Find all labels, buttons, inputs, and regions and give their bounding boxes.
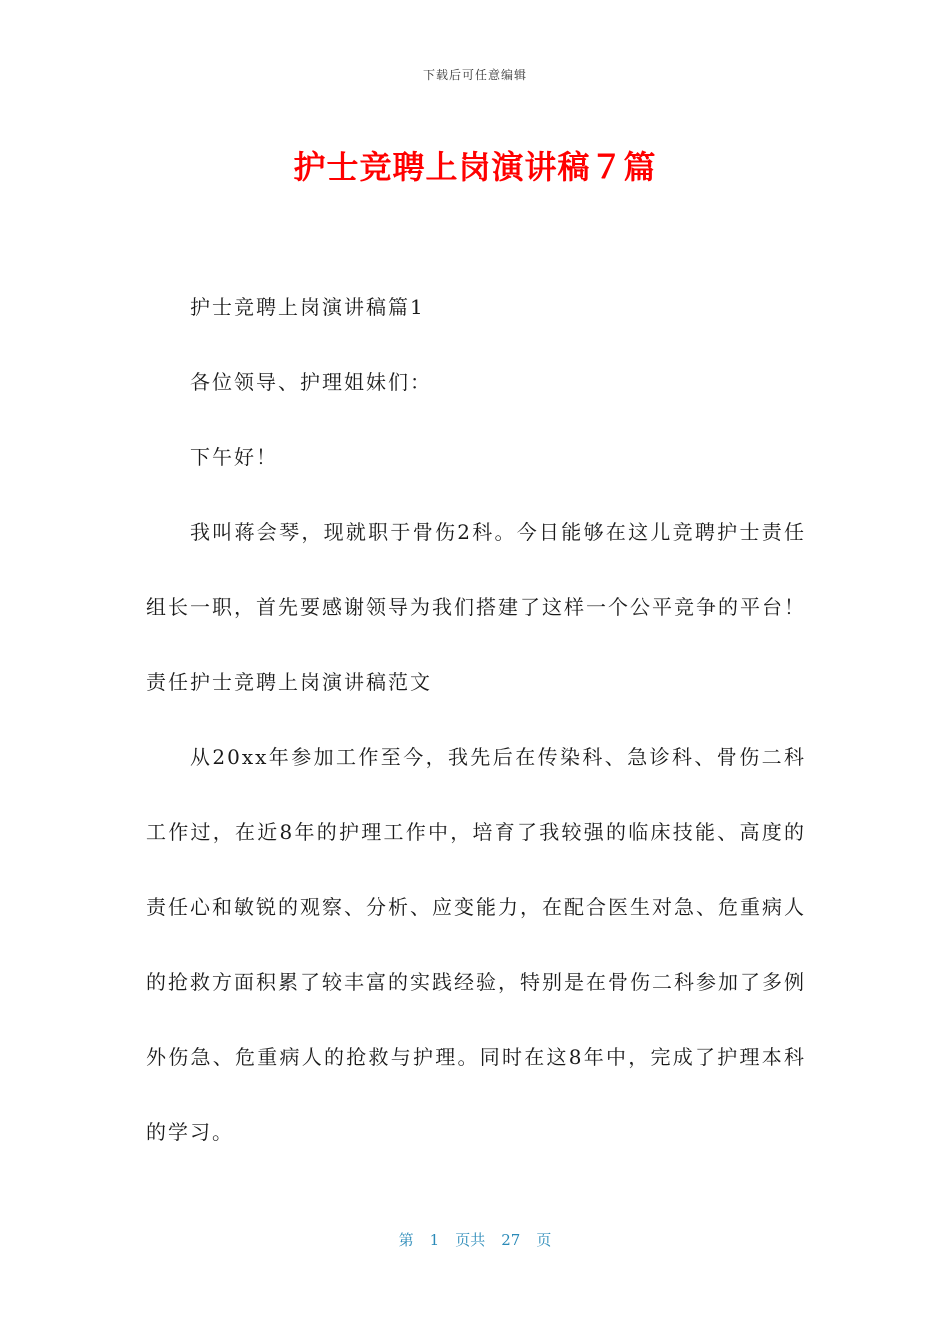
footer-total-pages: 27 xyxy=(501,1231,521,1249)
footer-prefix: 第 xyxy=(398,1231,414,1249)
document-title: 护士竞聘上岗演讲稿７篇 xyxy=(293,148,657,186)
paragraph-greeting: 下午好！ xyxy=(190,445,278,469)
footer-middle: 页共 xyxy=(455,1231,486,1249)
page-footer xyxy=(0,1229,950,1250)
paragraph-section-heading: 护士竞聘上岗演讲稿篇1 xyxy=(190,295,425,319)
header-note: 下载后可任意编辑 xyxy=(422,68,527,82)
paragraph-greeting-audience: 各位领导、护理姐妹们： xyxy=(190,370,432,394)
paragraph-experience: 从20xx年参加工作至今，我先后在传染科、急诊科、骨伤二科工作过，在近8年的护理工作中，培育了我较强的临床技能、高度的责任心和敏锐的观察、分析、应变能力，在配合医生对急、危重病人的抢救方面积累了较丰富的实践经验，特别是在骨伤二科参加了多例外伤急、危重病人的抢救与护理。同时在这8年中，完成了护理本科的学习。 xyxy=(146,745,806,1144)
paragraph-introduction: 我叫蒋会琴，现就职于骨伤2科。今日能够在这儿竞聘护士责任组长一职，首先要感谢领导为我们搭建了这样一个公平竞争的平台！责任护士竞聘上岗演讲稿范文 xyxy=(146,520,806,694)
document-body xyxy=(146,270,806,1170)
footer-suffix: 页 xyxy=(536,1231,552,1249)
footer-current-page: 1 xyxy=(429,1231,440,1249)
